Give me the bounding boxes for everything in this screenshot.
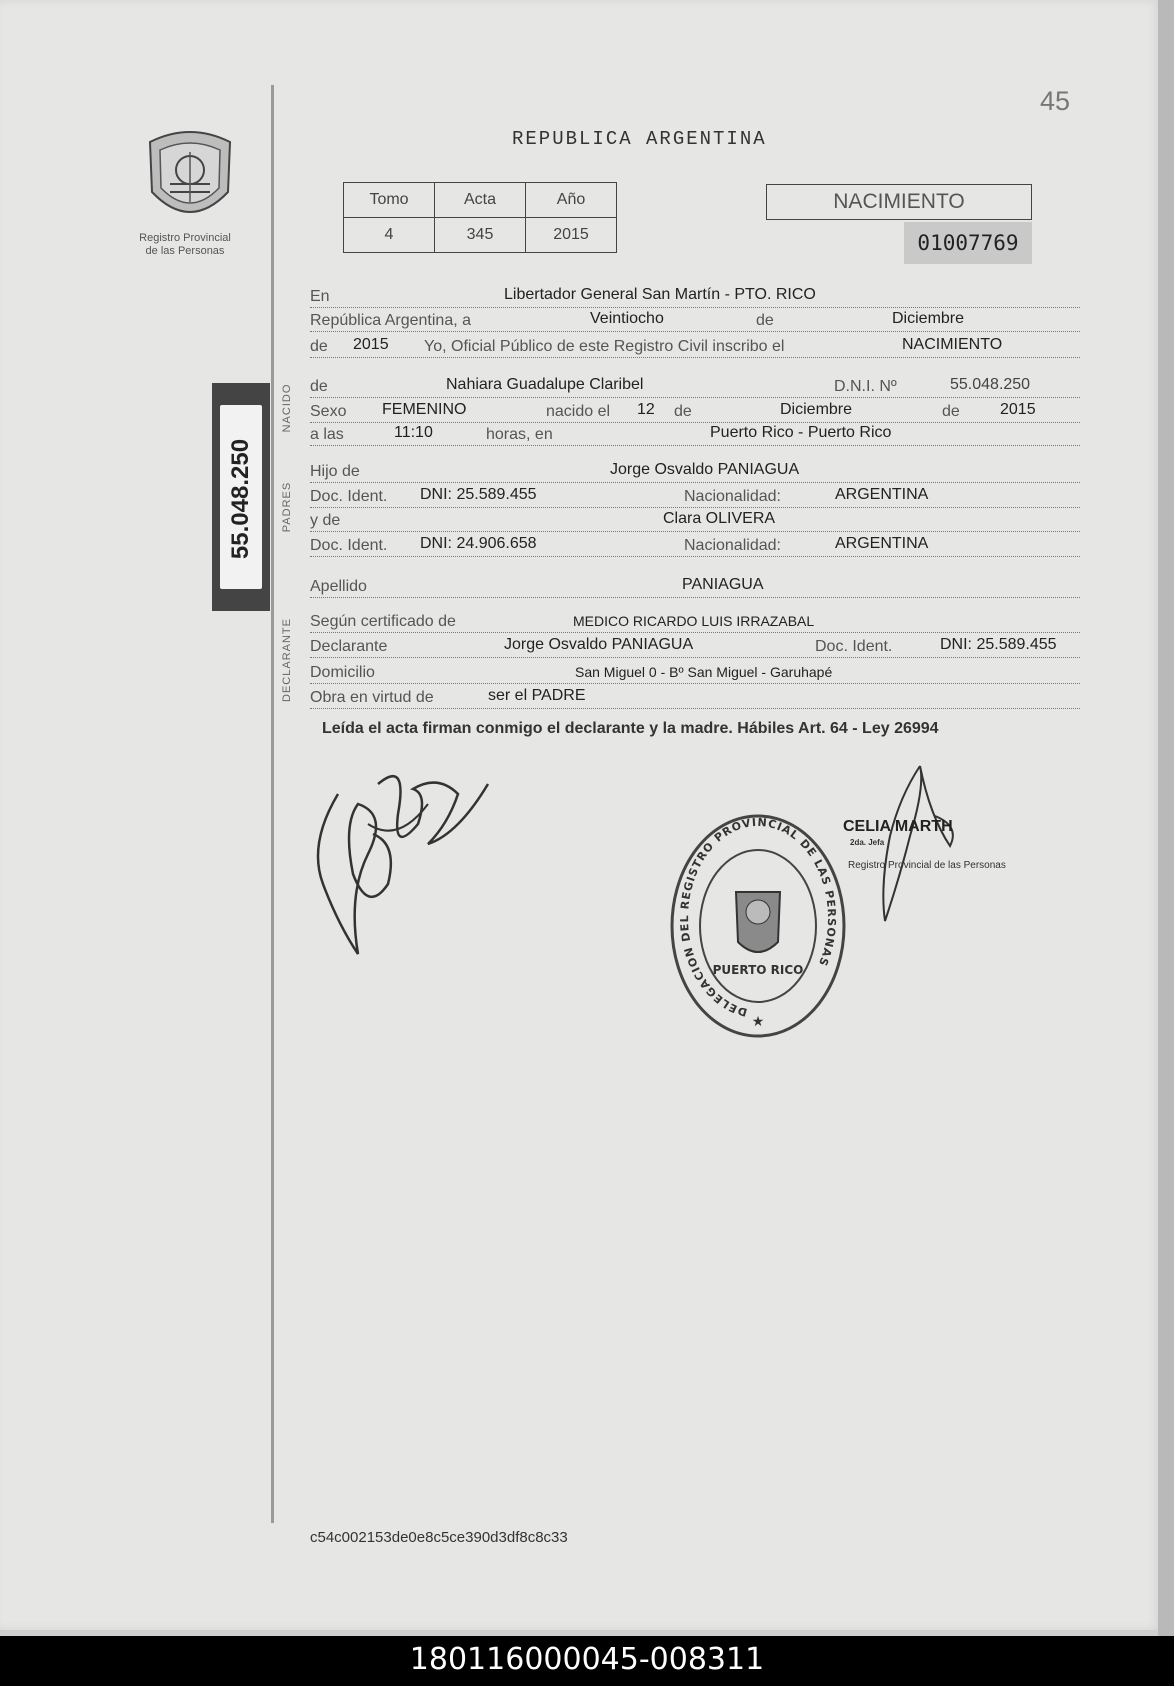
hash-code: c54c002153de0e8c5ce390d3df8c8c33 xyxy=(310,1529,568,1546)
dia-nacimiento: 12 xyxy=(637,401,655,418)
serial-number: 01007769 xyxy=(904,222,1032,264)
padre-dni: DNI: 25.589.455 xyxy=(420,486,537,503)
domicilio-label: Domicilio xyxy=(310,664,375,681)
de-label-3: de xyxy=(310,378,328,395)
nombre-nacido: Nahiara Guadalupe Claribel xyxy=(446,376,644,393)
record-type-box: NACIMIENTO xyxy=(766,184,1032,220)
madre-nombre: Clara OLIVERA xyxy=(663,510,776,527)
obra-value: ser el PADRE xyxy=(488,687,586,704)
nacido-label: nacido el xyxy=(546,403,611,420)
row-certificado xyxy=(310,608,1080,633)
en-label: En xyxy=(310,288,330,305)
dni-label: D.N.I. Nº xyxy=(834,378,897,395)
y-de-label: y de xyxy=(310,512,341,529)
dia-inscripcion: Veintiocho xyxy=(590,310,664,327)
mes-nacimiento: Diciembre xyxy=(780,401,853,418)
apellido-value: PANIAGUA xyxy=(682,576,764,593)
domicilio-value: San Miguel 0 - Bº San Miguel - Garuhapé xyxy=(575,664,833,680)
dni-side-tab xyxy=(212,383,270,611)
hora-nacimiento: 11:10 xyxy=(394,424,433,441)
row-nombre xyxy=(310,373,1080,398)
de-label-5: de xyxy=(942,403,960,420)
declarante-nombre: Jorge Osvaldo PANIAGUA xyxy=(504,636,694,653)
republica-label: República Argentina, a xyxy=(310,312,471,329)
lugar-nacimiento: Puerto Rico - Puerto Rico xyxy=(710,424,892,441)
doc-label: Doc. Ident. xyxy=(310,488,388,505)
provincial-emblem-icon xyxy=(140,122,240,232)
stamp-inner-text: PUERTO RICO xyxy=(712,963,804,977)
signatory-office: Registro Provincial de las Personas xyxy=(848,860,1006,871)
tomo-value: 4 xyxy=(344,218,435,253)
row-fecha xyxy=(310,307,1080,332)
mes-inscripcion: Diciembre xyxy=(892,310,965,327)
signatory-name: CELIA MARTH xyxy=(843,818,953,835)
section-label-padres: PADRES xyxy=(281,481,293,533)
padre-nacionalidad: ARGENTINA xyxy=(835,486,929,503)
nacionalidad-label-2: Nacionalidad: xyxy=(684,537,781,554)
doc-label-2: Doc. Ident. xyxy=(310,537,388,554)
record-table xyxy=(343,182,617,253)
obra-label: Obra en virtud de xyxy=(310,689,434,706)
sexo-label: Sexo xyxy=(310,403,347,420)
row-padre-doc xyxy=(310,483,1080,508)
nacionalidad-label: Nacionalidad: xyxy=(684,488,781,505)
anio-value: 2015 xyxy=(526,218,617,253)
row-apellido xyxy=(310,573,1080,598)
anio-header: Año xyxy=(526,183,617,218)
acta-value: 345 xyxy=(435,218,526,253)
row-sexo xyxy=(310,398,1080,423)
lugar-inscripcion: Libertador General San Martín - PTO. RICO xyxy=(504,286,816,303)
section-label-declarante: DECLARANTE xyxy=(281,618,293,702)
padre-nombre: Jorge Osvaldo PANIAGUA xyxy=(610,461,800,478)
closing-statement: Leída el acta firman conmigo el declarante y la madre. Hábiles Art. 64 - Ley 26994 xyxy=(322,720,939,737)
row-hora xyxy=(310,421,1080,446)
doc-label-3: Doc. Ident. xyxy=(815,638,893,655)
oficial-label: Yo, Oficial Público de este Registro Civil inscribo el xyxy=(424,338,785,355)
registry-name-line2: de las Personas xyxy=(145,245,225,257)
row-lugar xyxy=(310,283,1080,308)
apellido-label: Apellido xyxy=(310,578,367,595)
madre-dni: DNI: 24.906.658 xyxy=(420,535,537,552)
document-title: REPUBLICA ARGENTINA xyxy=(512,128,767,150)
declarant-signature-icon xyxy=(298,764,498,964)
row-declarante xyxy=(310,633,1080,658)
madre-nacionalidad: ARGENTINA xyxy=(835,535,929,552)
margin-line xyxy=(271,85,274,1523)
document-id-bar xyxy=(0,1636,1174,1686)
registry-name xyxy=(120,232,250,258)
row-madre xyxy=(310,507,1080,532)
row-madre-doc xyxy=(310,532,1080,557)
row-obra xyxy=(310,684,1080,709)
acta-header: Acta xyxy=(435,183,526,218)
certificado-value: MEDICO RICARDO LUIS IRRAZABAL xyxy=(573,613,815,629)
row-domicilio xyxy=(310,659,1080,684)
row-anio xyxy=(310,333,1080,358)
document-id: 180116000045-008311 xyxy=(409,1642,765,1677)
de-label-4: de xyxy=(674,403,692,420)
a-las-label: a las xyxy=(310,426,344,443)
row-padre xyxy=(310,458,1080,483)
de-label-2: de xyxy=(310,338,328,355)
dni-nacido: 55.048.250 xyxy=(950,376,1031,393)
stamp-ring-text: DELEGACION DEL REGISTRO PROVINCIAL DE LAS PERSONAS xyxy=(678,815,839,1019)
tipo-inscripcion: NACIMIENTO xyxy=(902,336,1003,353)
horas-label: horas, en xyxy=(486,426,553,443)
certificado-label: Según certificado de xyxy=(310,613,456,630)
tomo-header: Tomo xyxy=(344,183,435,218)
official-stamp-icon xyxy=(668,812,848,1040)
sexo-value: FEMENINO xyxy=(382,401,467,418)
dni-tab-number: 55.048.250 xyxy=(227,438,254,560)
registry-name-line1: Registro Provincial xyxy=(139,232,231,244)
page-edge xyxy=(1158,0,1174,1640)
declarante-dni: DNI: 25.589.455 xyxy=(940,636,1057,653)
de-label: de xyxy=(756,312,774,329)
dni-tab-panel xyxy=(220,405,262,589)
declarante-label: Declarante xyxy=(310,638,388,655)
section-label-nacido: NACIDO xyxy=(281,383,293,433)
svg-text:★: ★ xyxy=(751,1013,765,1029)
anio-nacimiento: 2015 xyxy=(1000,401,1036,418)
signatory-title: 2da. Jefa xyxy=(850,838,885,847)
page-number: 45 xyxy=(1040,86,1071,116)
hijo-label: Hijo de xyxy=(310,463,360,480)
anio-inscripcion: 2015 xyxy=(353,336,389,353)
